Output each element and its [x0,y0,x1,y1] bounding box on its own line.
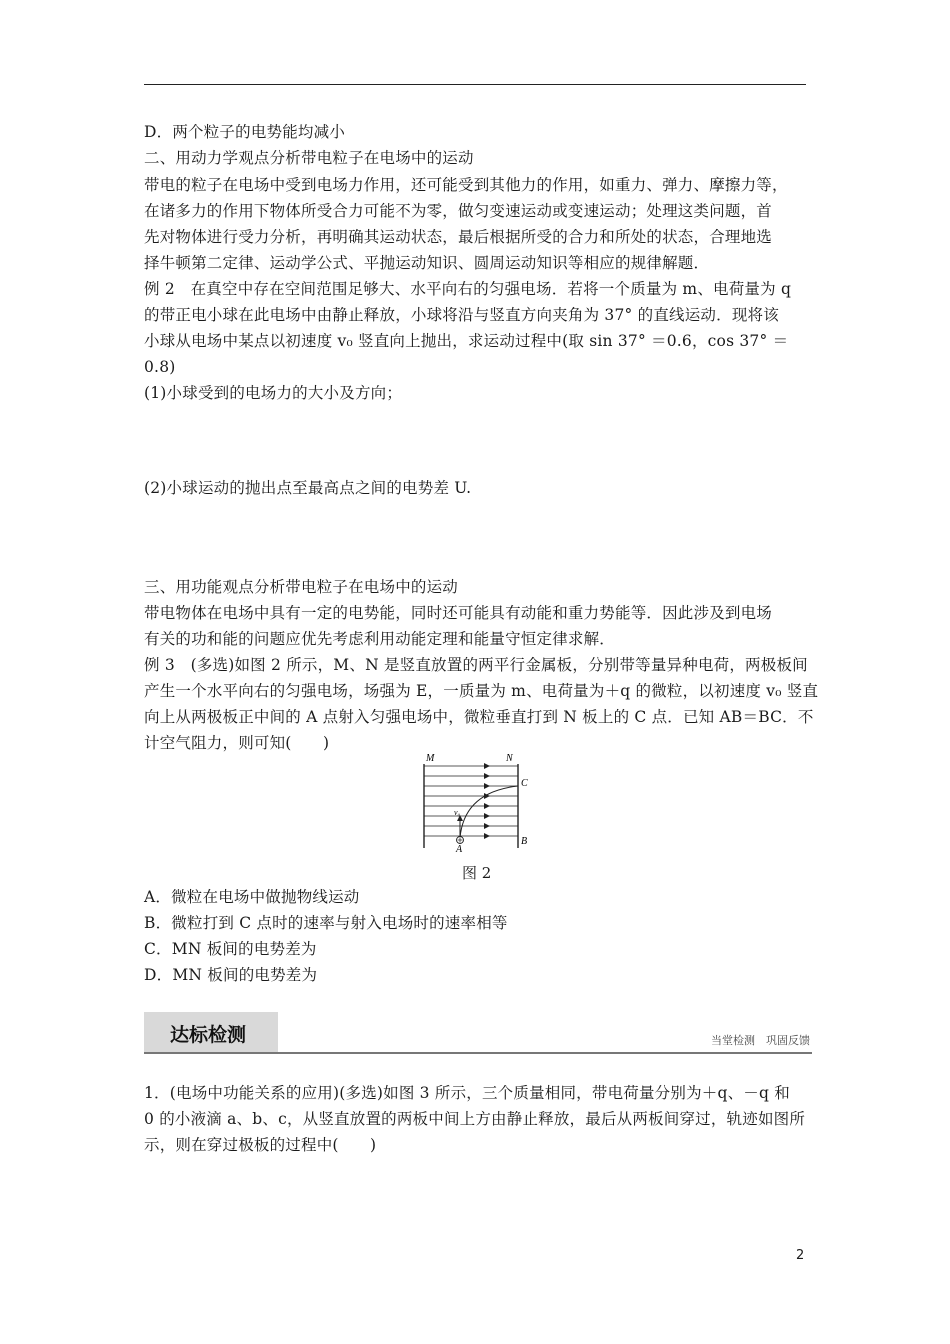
label-b: B [521,836,528,847]
exercise-1-text: 0 的小液滴 a、b、c，从竖直放置的两板中间上方由静止释放，最后从两板间穿过，轨迹如图所 [144,1110,806,1128]
figure-caption: 图 2 [462,864,492,882]
banner-subtitle: 当堂检测 巩固反馈 [711,1034,810,1047]
question-1: (1)小球受到的电场力的大小及方向； [144,384,403,402]
page-number: 2 [796,1248,805,1263]
example-3-text: 产生一个水平向右的匀强电场，场强为 E，一质量为 m、电荷量为＋q 的微粒，以初速度 v₀ 竖直 [144,682,819,700]
example-3-text: 向上从两极板正中间的 A 点射入匀强电场中，微粒垂直打到 N 板上的 C 点．已知 AB＝BC．不 [144,708,814,726]
figure-2-diagram [420,752,532,852]
body-text: 带电的粒子在电场中受到电场力作用，还可能受到其他力的作用，如重力、弹力、摩擦力等， [144,176,788,194]
label-c: C [521,778,528,789]
label-v0: v₀ [454,808,461,817]
trajectory-curve [460,786,518,838]
body-text: 先对物体进行受力分析，再明确其运动状态，最后根据所受的合力和所处的状态，合理地选 [144,228,773,246]
body-text: 择牛顿第二定律、运动学公式、平抛运动知识、圆周运动知识等相应的规律解题． [144,254,710,272]
body-text: 带电物体在电场中具有一定的电势能，同时还可能具有动能和重力势能等．因此涉及到电场 [144,604,773,622]
example-3-text: 例 3 (多选)如图 2 所示，M、N 是竖直放置的两平行金属板，分别带等量异种电荷，两极板间 [144,656,808,674]
example-2-text: 0.8) [144,358,176,376]
banner-title: 达标检测 [170,1024,247,1046]
field-arrowheads [484,763,490,839]
body-text: 在诸多力的作用下物体所受合力可能不为零，做匀变速运动或变速运动；处理这类问题，首 [144,202,773,220]
exercise-1-text: 示，则在穿过极板的过程中( ) [144,1136,377,1154]
option-d-prev: D．两个粒子的电势能均减小 [144,123,346,141]
question-2: (2)小球运动的抛出点至最高点之间的电势差 U. [144,479,472,497]
section-banner [144,1012,812,1054]
exercise-1-text: 1．(电场中功能关系的应用)(多选)如图 3 所示，三个质量相同，带电荷量分别为＋q、－q 和 [144,1084,790,1102]
banner-rule [144,1052,812,1054]
option-c: C．MN 板间的电势差为 [144,940,317,958]
option-d: D．MN 板间的电势差为 [144,966,318,984]
example-2-text: 例 2 在真空中存在空间范围足够大、水平向右的匀强电场．若将一个质量为 m、电荷量为 q [144,280,792,298]
option-a: A．微粒在电场中做抛物线运动 [144,888,360,906]
label-a: A [456,844,463,852]
field-lines [424,766,518,836]
body-text: 有关的功和能的问题应优先考虑利用动能定理和能量守恒定律求解． [144,630,616,648]
example-2-text: 的带正电小球在此电场中由静止释放，小球将沿与竖直方向夹角为 37° 的直线运动．现将该 [144,306,779,324]
example-3-text: 计空气阻力，则可知( ) [144,734,330,752]
header-rule [144,84,806,85]
label-m: M [426,753,435,764]
section-heading-3: 三、用功能观点分析带电粒子在电场中的运动 [144,578,459,596]
option-b: B．微粒打到 C 点时的速率与射入电场时的速率相等 [144,914,508,932]
label-n: N [506,753,513,764]
example-2-text: 小球从电场中某点以初速度 v₀ 竖直向上抛出，求运动过程中(取 sin 37° ＝0.6，cos 37° ＝ [144,332,789,350]
section-heading-2: 二、用动力学观点分析带电粒子在电场中的运动 [144,149,474,167]
